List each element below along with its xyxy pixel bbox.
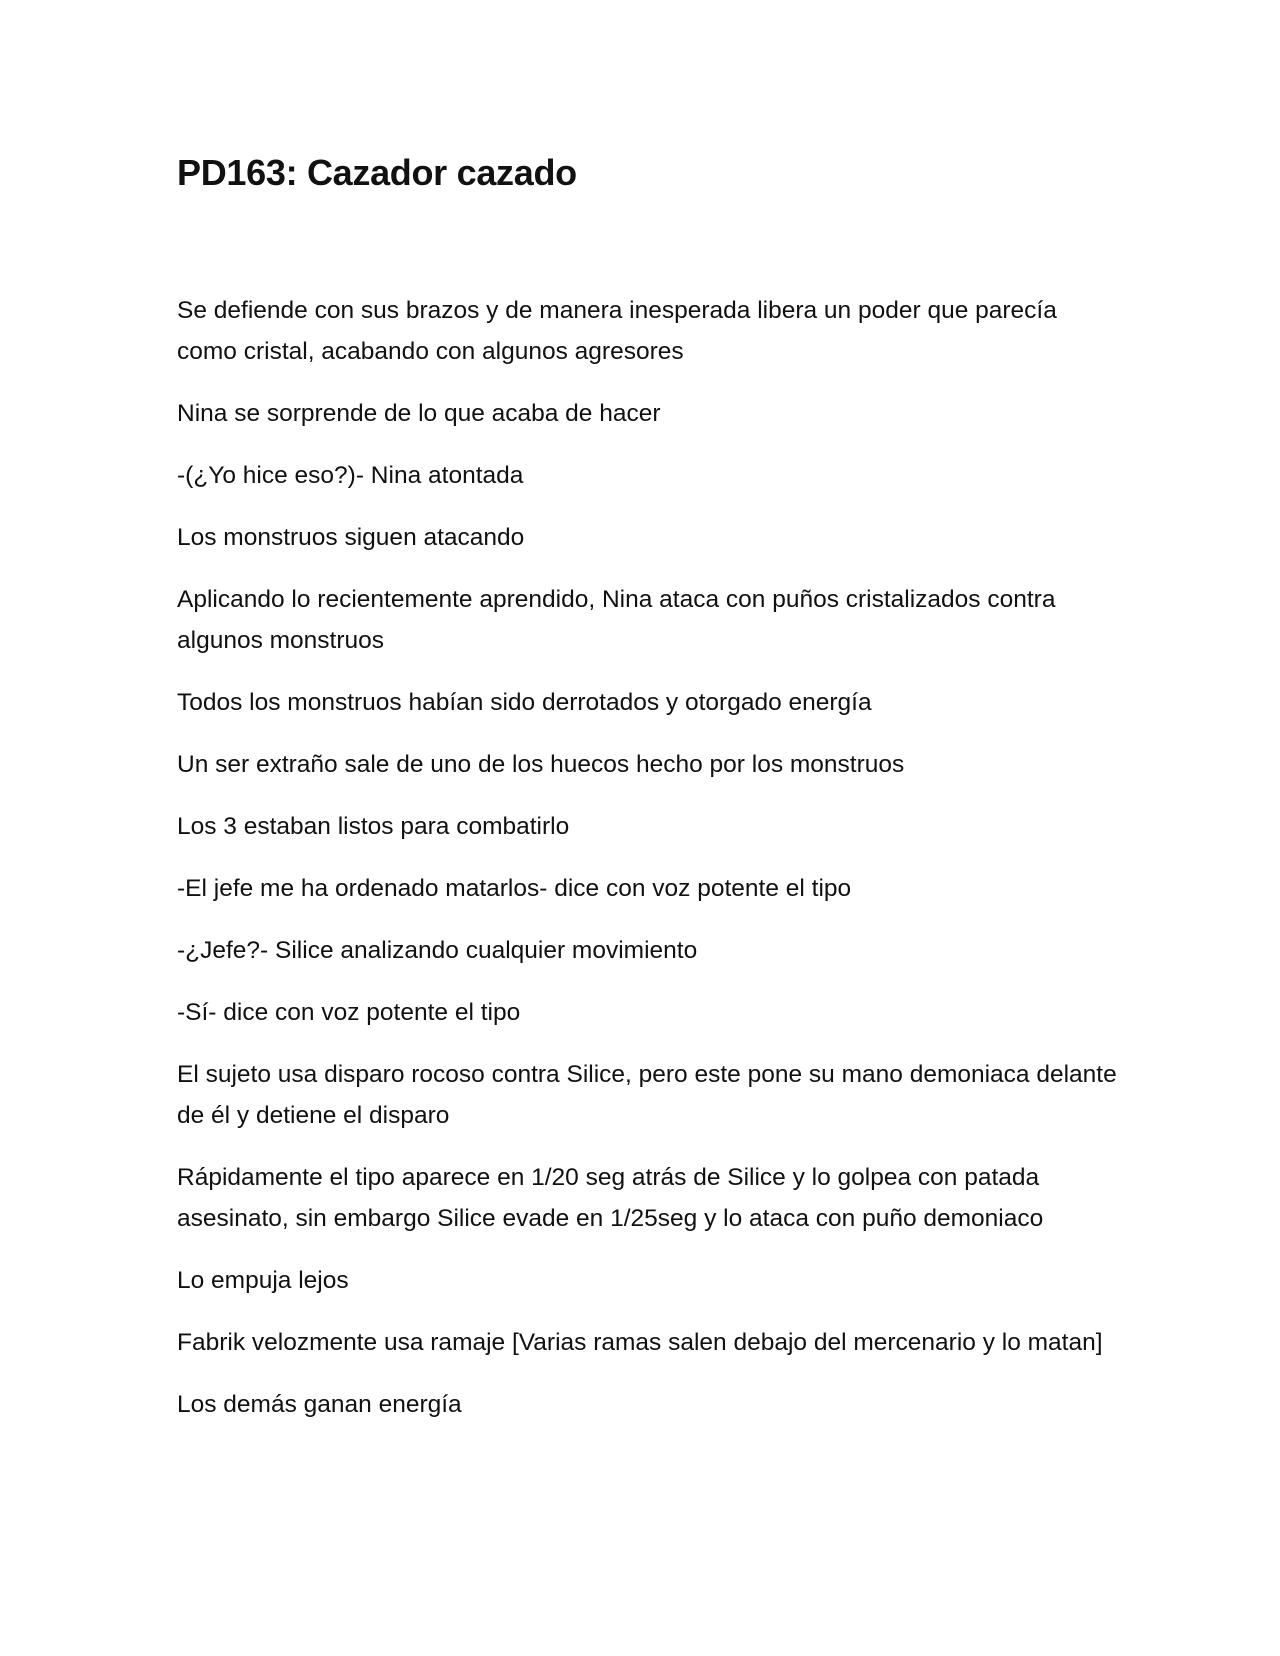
paragraph: Nina se sorprende de lo que acaba de hacer bbox=[177, 400, 661, 427]
paragraph: -¿Jefe?- Silice analizando cualquier movimiento bbox=[177, 937, 698, 964]
document-body bbox=[177, 290, 1117, 1446]
paragraph: -(¿Yo hice eso?)- Nina atontada bbox=[177, 462, 524, 489]
paragraph: Se defiende con sus brazos y de manera inesperada libera un poder que parecía como cristal, acabando con algunos agresores bbox=[177, 297, 1057, 365]
paragraph: Rápidamente el tipo aparece en 1/20 seg atrás de Silice y lo golpea con patada asesinato, sin embargo Silice evade en 1/25seg y lo ataca con puño demoniaco bbox=[177, 1164, 1044, 1232]
paragraph: El sujeto usa disparo rocoso contra Silice, pero este pone su mano demoniaca delante de él y detiene el disparo bbox=[177, 1061, 1117, 1129]
paragraph: Lo empuja lejos bbox=[177, 1267, 349, 1294]
paragraph: Los demás ganan energía bbox=[177, 1391, 462, 1418]
paragraph: Aplicando lo recientemente aprendido, Nina ataca con puños cristalizados contra algunos monstruos bbox=[177, 586, 1056, 654]
document-title: PD163: Cazador cazado bbox=[177, 152, 577, 193]
paragraph: Los monstruos siguen atacando bbox=[177, 524, 525, 551]
paragraph: -Sí- dice con voz potente el tipo bbox=[177, 999, 521, 1026]
paragraph: -El jefe me ha ordenado matarlos- dice con voz potente el tipo bbox=[177, 875, 852, 902]
paragraph: Todos los monstruos habían sido derrotados y otorgado energía bbox=[177, 689, 872, 716]
paragraph: Fabrik velozmente usa ramaje [Varias ramas salen debajo del mercenario y lo matan] bbox=[177, 1329, 1103, 1356]
paragraph: Un ser extraño sale de uno de los huecos hecho por los monstruos bbox=[177, 751, 905, 778]
paragraph: Los 3 estaban listos para combatirlo bbox=[177, 813, 570, 840]
